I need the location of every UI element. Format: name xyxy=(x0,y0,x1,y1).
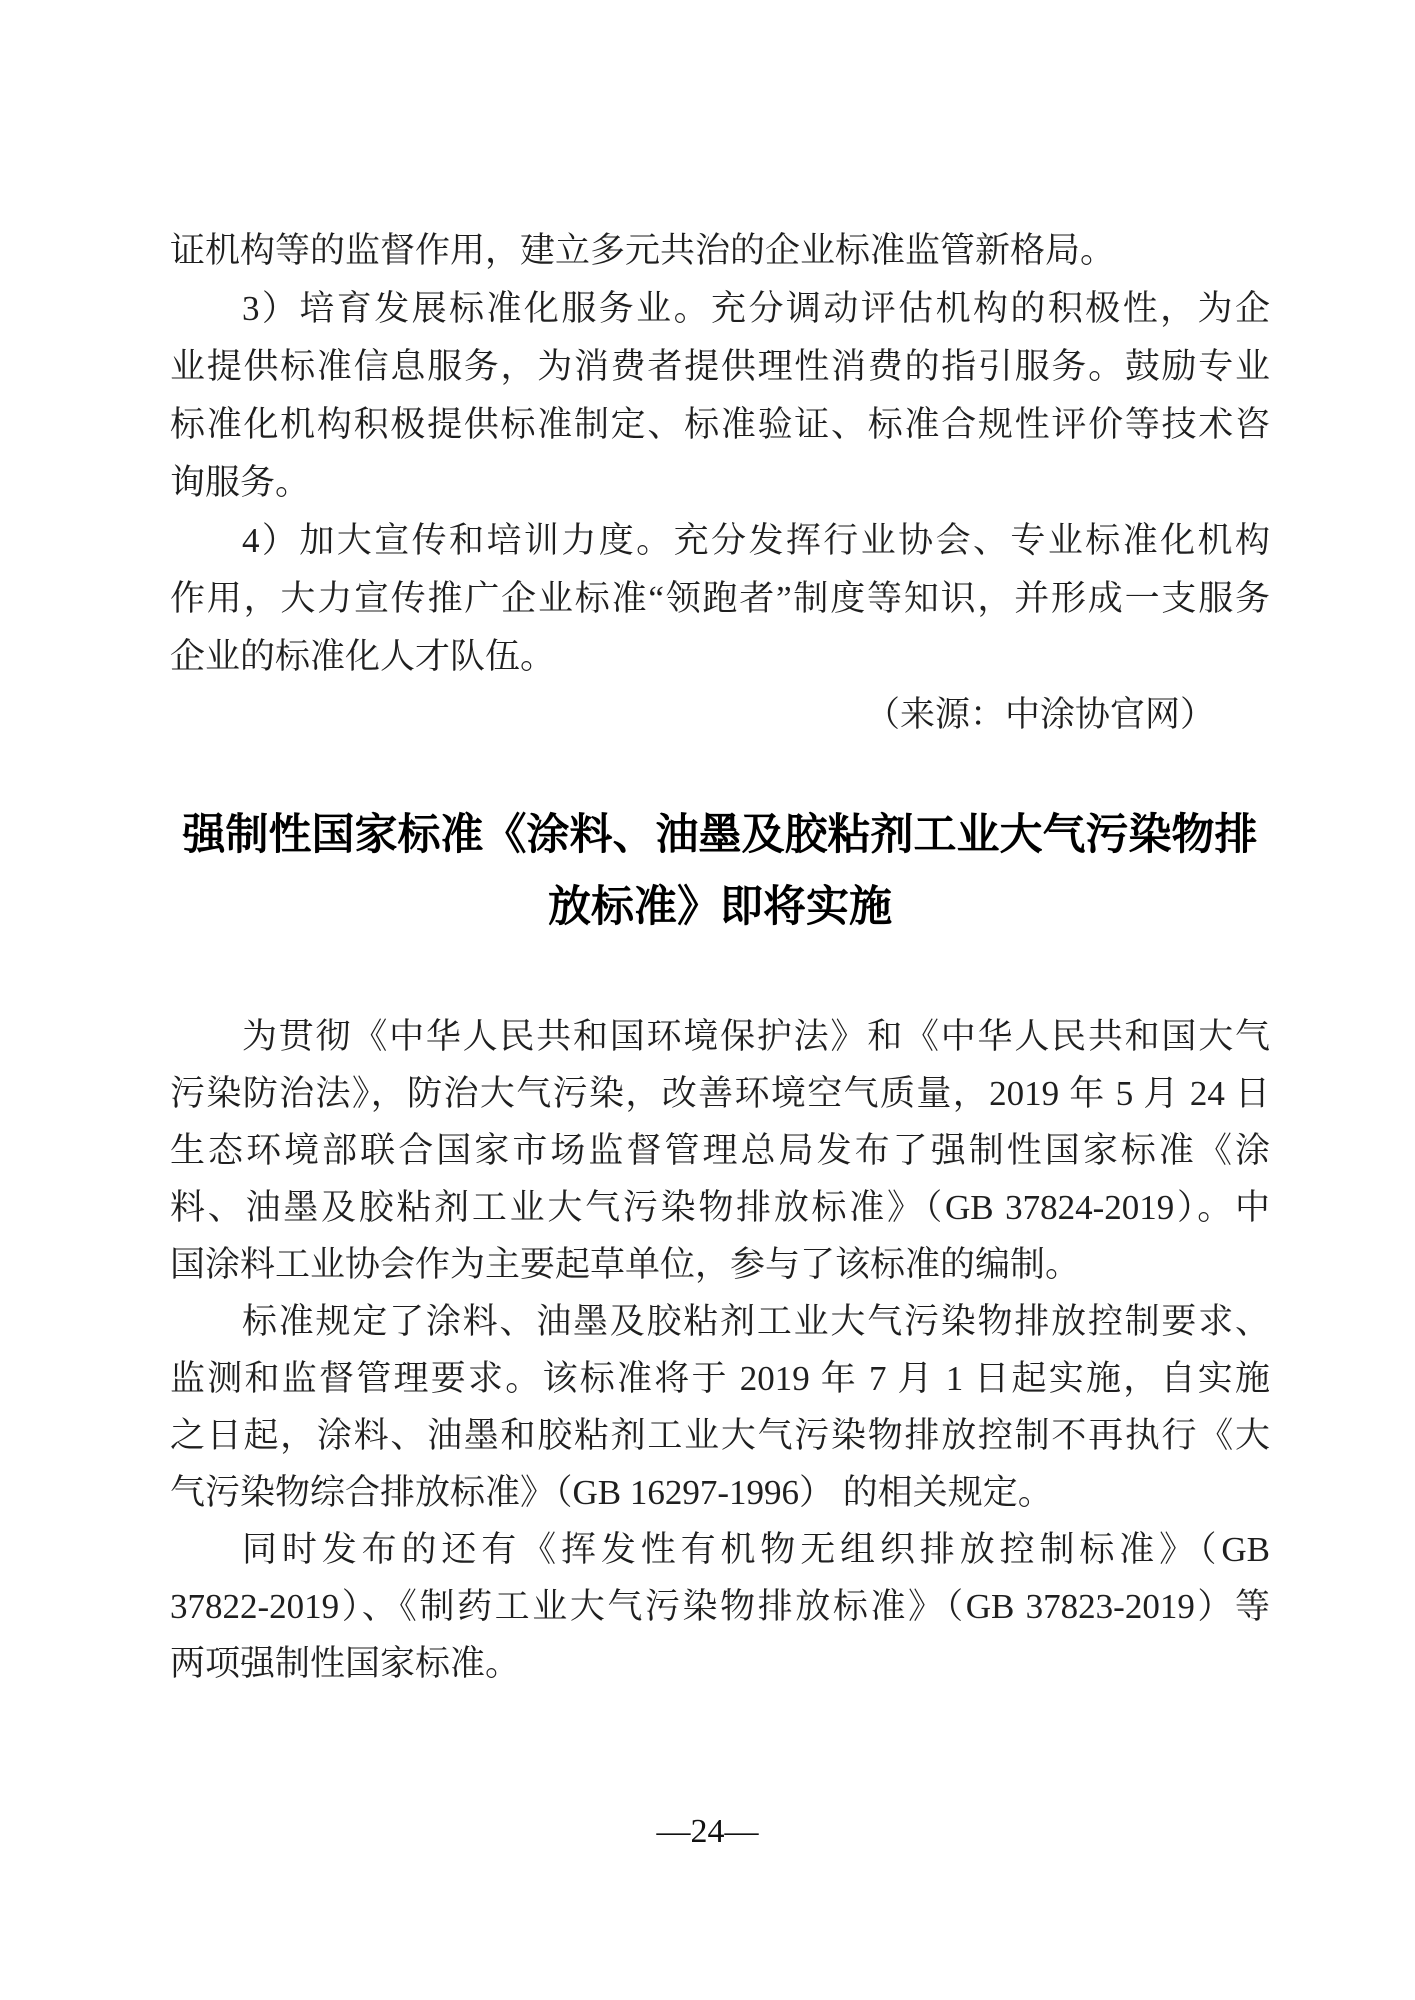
text-line: 3）培育发展标准化服务业。充分调动评估机构的积极性，为企 xyxy=(242,289,1270,328)
text-line: 标准规定了涂料、油墨及胶粘剂工业大气污染物排放控制要求、 xyxy=(242,1302,1270,1341)
text-line: 企业的标准化人才队伍。 xyxy=(170,637,556,676)
text-line: 之日起，涂料、油墨和胶粘剂工业大气污染物排放控制不再执行《大 xyxy=(170,1416,1270,1455)
text-line: 询服务。 xyxy=(170,463,311,502)
text-line: 业提供标准信息服务，为消费者提供理性消费的指引服务。鼓励专业 xyxy=(170,347,1270,386)
article-section xyxy=(170,800,1270,1692)
text-line: 37822-2019）、《制药工业大气污染物排放标准》（GB 37823-2019）等 xyxy=(170,1587,1270,1626)
article-title xyxy=(170,800,1270,944)
text-line: 同时发布的还有《挥发性有机物无组织排放控制标准》（GB xyxy=(242,1530,1270,1569)
text-line: 国涂料工业协会作为主要起草单位，参与了该标准的编制。 xyxy=(170,1245,1081,1284)
text-line: 作用，大力宣传推广企业标准“领跑者”制度等知识，并形成一支服务 xyxy=(170,579,1270,618)
page-footer xyxy=(0,1812,1415,1852)
text-line: 气污染物综合排放标准》（GB 16297-1996） 的相关规定。 xyxy=(170,1473,1053,1512)
text-line: 料、油墨及胶粘剂工业大气污染物排放标准》（GB 37824-2019）。中 xyxy=(170,1188,1270,1227)
source-attribution: （来源：中涂协官网） xyxy=(864,695,1215,734)
article-title-line: 强制性国家标准《涂料、油墨及胶粘剂工业大气污染物排 xyxy=(182,812,1258,859)
article-title-line: 放标准》即将实施 xyxy=(548,884,892,931)
text-line: 两项强制性国家标准。 xyxy=(170,1644,521,1683)
text-line: 标准化机构积极提供标准制定、标准验证、标准合规性评价等技术咨 xyxy=(170,405,1270,444)
article-body xyxy=(170,1008,1270,1692)
text-line: 为贯彻《中华人民共和国环境保护法》和《中华人民共和国大气 xyxy=(242,1017,1270,1056)
text-line: 污染防治法》，防治大气污染，改善环境空气质量，2019 年 5 月 24 日 xyxy=(170,1074,1270,1113)
text-line: 生态环境部联合国家市场监督管理总局发布了强制性国家标准《涂 xyxy=(170,1131,1270,1170)
text-line: 监测和监督管理要求。该标准将于 2019 年 7 月 1 日起实施，自实施 xyxy=(170,1359,1270,1398)
article-previous-section xyxy=(170,222,1270,744)
text-line: 4）加大宣传和培训力度。充分发挥行业协会、专业标准化机构 xyxy=(242,521,1270,560)
text-line: 证机构等的监督作用，建立多元共治的企业标准监管新格局。 xyxy=(170,231,1116,270)
article-previous-body xyxy=(170,222,1270,686)
page-number: —24— xyxy=(656,1813,759,1850)
page-content xyxy=(170,222,1270,1692)
